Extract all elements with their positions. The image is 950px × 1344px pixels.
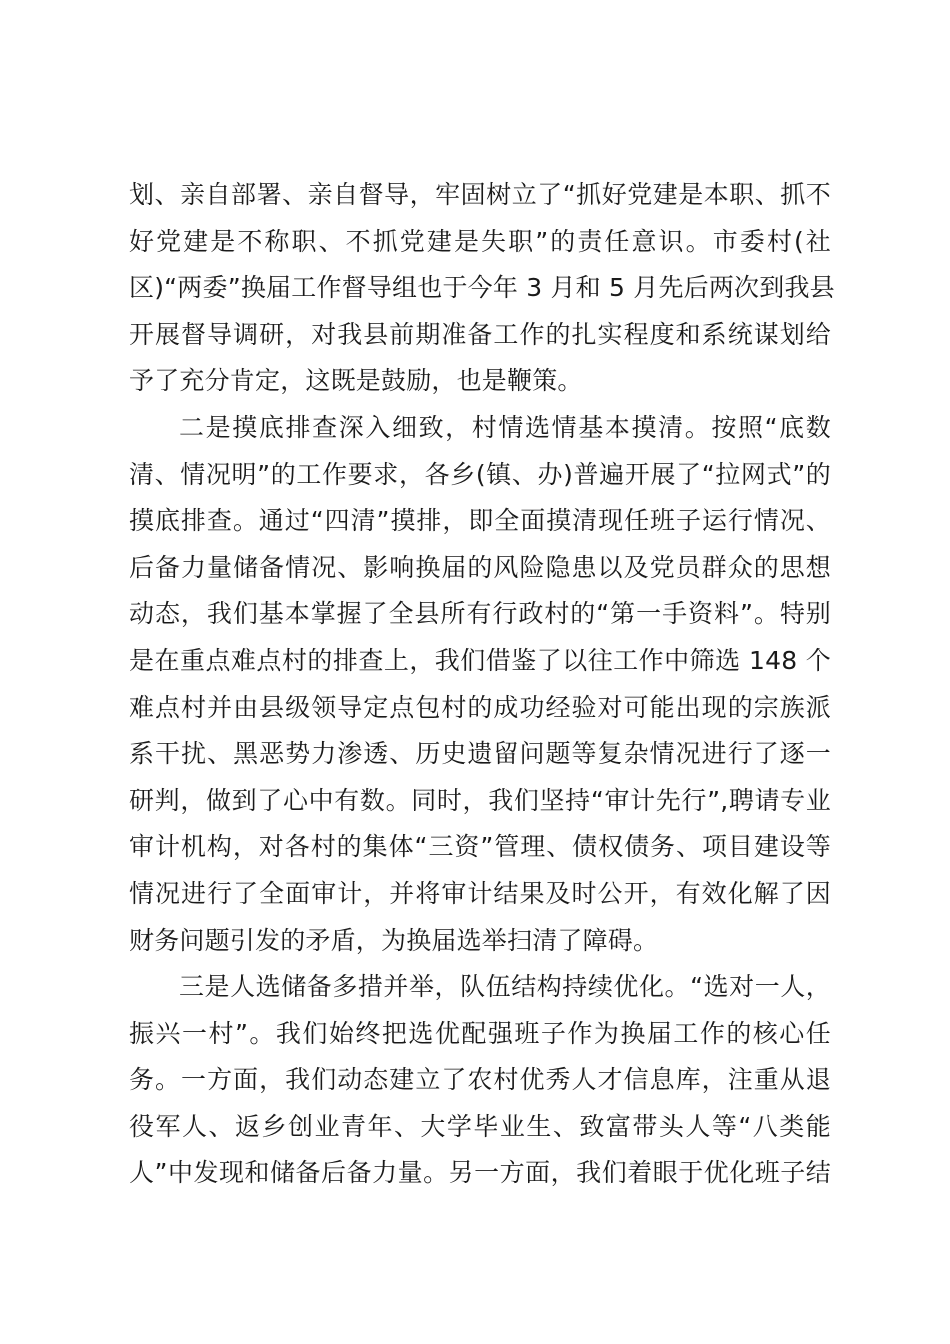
document-body	[129, 172, 835, 1197]
text-line: 摸底排查。通过“四清”摸排，即全面摸清现任班子运行情况、	[129, 506, 831, 536]
text-line: 是在重点难点村的排查上，我们借鉴了以往工作中筛选 148 个	[129, 645, 831, 675]
text-line: 三是人选储备多措并举，队伍结构持续优化。“选对一人，	[179, 972, 831, 1002]
text-line: 情况进行了全面审计，并将审计结果及时公开，有效化解了因	[129, 878, 831, 908]
text-line: 振兴一村”。我们始终把选优配强班子作为换届工作的核心任	[129, 1018, 831, 1048]
text-line: 区)“两委”换届工作督导组也于今年 3 月和 5 月先后两次到我县	[129, 273, 835, 303]
text-line: 系干扰、黑恶势力渗透、历史遗留问题等复杂情况进行了逐一	[129, 739, 831, 769]
text-line: 后备力量储备情况、影响换届的风险隐患以及党员群众的思想	[129, 552, 831, 582]
text-line: 动态，我们基本掌握了全县所有行政村的“第一手资料”。特别	[129, 599, 831, 629]
text-line: 人”中发现和储备后备力量。另一方面，我们着眼于优化班子结	[129, 1158, 831, 1188]
text-line: 研判，做到了心中有数。同时，我们坚持“审计先行”,聘请专业	[129, 785, 831, 815]
text-line: 务。一方面，我们动态建立了农村优秀人才信息库，注重从退	[129, 1065, 831, 1095]
text-line: 清、情况明”的工作要求，各乡(镇、办)普遍开展了“拉网式”的	[129, 459, 831, 489]
text-line: 好党建是不称职、不抓党建是失职”的责任意识。市委村(社	[129, 226, 831, 256]
text-line: 划、亲自部署、亲自督导，牢固树立了“抓好党建是本职、抓不	[129, 180, 831, 209]
text-line: 审计机构，对各村的集体“三资”管理、债权债务、项目建设等	[129, 832, 831, 862]
text-line: 开展督导调研，对我县前期准备工作的扎实程度和系统谋划给	[129, 319, 831, 349]
text-line: 难点村并由县级领导定点包村的成功经验对可能出现的宗族派	[129, 692, 831, 722]
text-line: 财务问题引发的矛盾，为换届选举扫清了障碍。	[129, 925, 659, 955]
text-line: 役军人、返乡创业青年、大学毕业生、致富带头人等“八类能	[129, 1111, 831, 1141]
text-line: 二是摸底排查深入细致，村情选情基本摸清。按照“底数	[179, 412, 831, 442]
text-line: 予了充分肯定，这既是鼓励，也是鞭策。	[129, 366, 583, 396]
